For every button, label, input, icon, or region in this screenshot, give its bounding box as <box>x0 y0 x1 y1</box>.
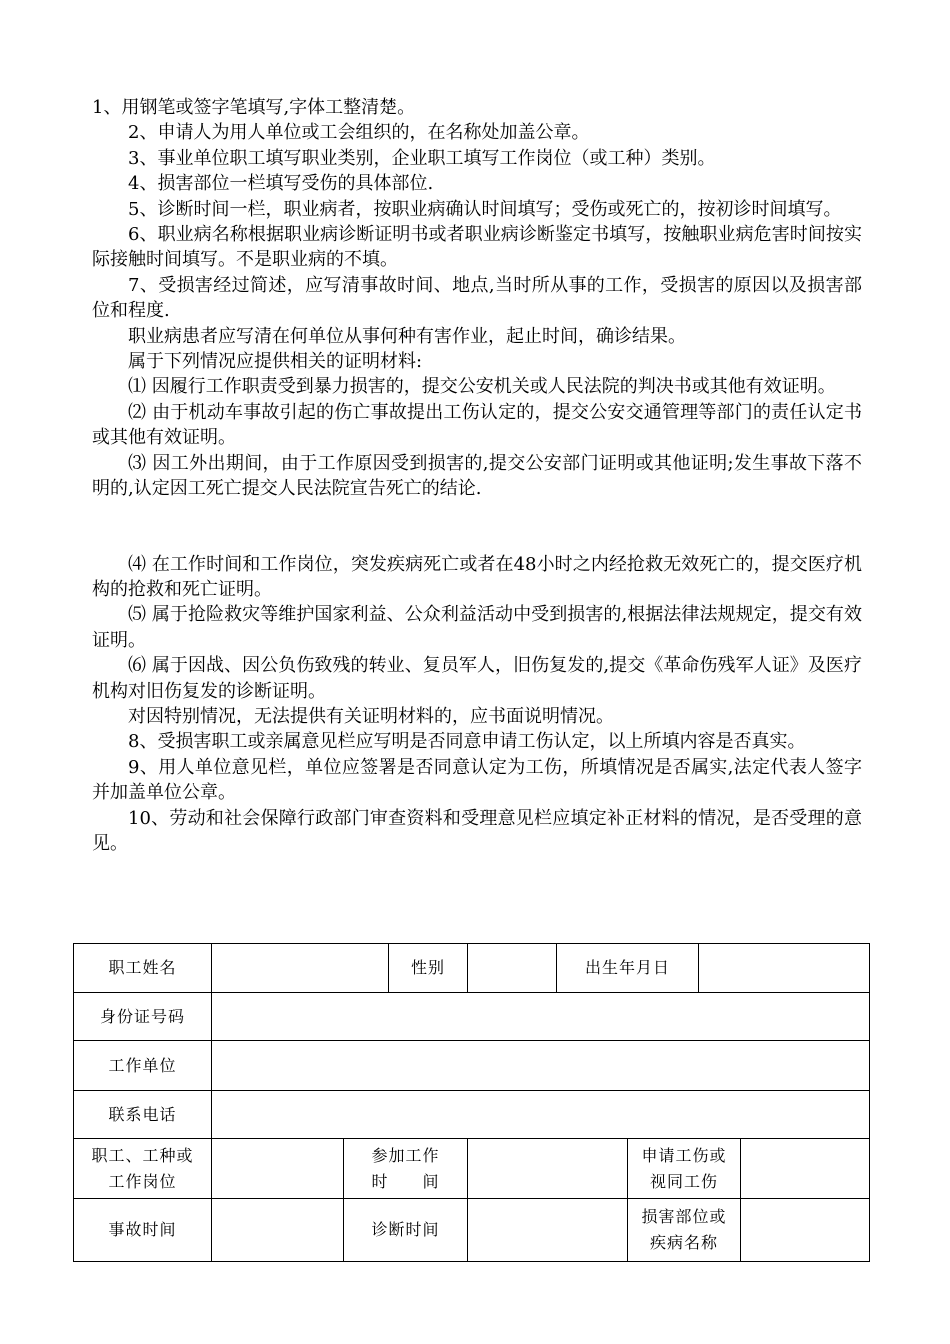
apply-injury-label-line: 申请工伤或 <box>641 1145 727 1165</box>
birth-date-field[interactable] <box>699 944 870 993</box>
instruction-item: 7、受损害经过简述，应写清事故时间、地点,当时所从事的工作，受损害的原因以及损害部位和程度. <box>92 274 862 322</box>
join-work-time-label-line: 参加工作 <box>371 1145 440 1165</box>
instruction-item: 6、职业病名称根据职业病诊断证明书或者职业病诊断鉴定书填写，按触职业病危害时间按实际接触时间填写。不是职业病的不填。 <box>92 224 862 271</box>
accident-time-label: 事故时间 <box>74 1199 212 1262</box>
job-position-label-line: 工作岗位 <box>108 1171 177 1191</box>
phone-label: 联系电话 <box>74 1091 212 1139</box>
injury-part-label-line: 疾病名称 <box>650 1233 719 1252</box>
join-work-time-field[interactable] <box>468 1139 628 1199</box>
instruction-item: 1、用钢笔或签字笔填写,字体工整清楚。 <box>92 97 416 118</box>
employee-name-label: 职工姓名 <box>74 944 212 993</box>
employer-label: 工作单位 <box>74 1041 212 1091</box>
employee-name-field[interactable] <box>212 944 389 993</box>
injury-part-label-line: 损害部位或 <box>641 1207 727 1226</box>
instruction-item: ⑴ 因履行工作职责受到暴力损害的，提交公安机关或人民法院的判决书或其他有效证明。 <box>128 376 836 398</box>
gender-label: 性别 <box>389 944 468 993</box>
instruction-item: 对因特别情况，无法提供有关证明材料的，应书面说明情况。 <box>128 705 614 727</box>
id-number-field[interactable] <box>212 993 870 1041</box>
job-position-label <box>74 1139 212 1199</box>
employer-field[interactable] <box>212 1041 870 1091</box>
employee-info-table <box>73 943 870 1262</box>
id-number-label: 身份证号码 <box>74 993 212 1041</box>
accident-time-field[interactable] <box>212 1199 344 1262</box>
instruction-item: ⑶ 因工外出期间，由于工作原因受到损害的,提交公安部门证明或其他证明;发生事故下落不明的,认定因工死亡提交人民法院宣告死亡的结论. <box>92 452 862 500</box>
instruction-item: ⑵ 由于机动车事故引起的伤亡事故提出工伤认定的，提交公安交通管理等部门的责任认定书或其他有效证明。 <box>92 401 862 449</box>
instruction-item: 8、受损害职工或亲属意见栏应写明是否同意申请工伤认定，以上所填内容是否真实。 <box>128 731 806 753</box>
job-position-label-line: 职工、工种或 <box>91 1145 194 1165</box>
apply-injury-label <box>628 1139 741 1199</box>
instruction-item: 2、申请人为用人单位或工会组织的，在名称处加盖公章。 <box>128 122 590 144</box>
instruction-item: ⑸ 属于抢险救灾等维护国家利益、公众利益活动中受到损害的,根据法律法规规定，提交有效证明。 <box>92 604 862 651</box>
diagnosis-time-label: 诊断时间 <box>344 1199 468 1262</box>
injury-part-field[interactable] <box>741 1199 870 1262</box>
join-work-time-label-line: 时 间 <box>371 1171 440 1191</box>
instruction-item: 4、损害部位一栏填写受伤的具体部位. <box>128 173 434 195</box>
gender-field[interactable] <box>468 944 557 993</box>
join-work-time-label <box>344 1139 468 1199</box>
instruction-item: 属于下列情况应提供相关的证明材料: <box>128 351 423 373</box>
diagnosis-time-field[interactable] <box>468 1199 628 1262</box>
instruction-item: 9、用人单位意见栏，单位应签署是否同意认定为工伤，所填情况是否属实,法定代表人签字并加盖单位公章。 <box>92 756 862 804</box>
injury-part-label <box>628 1199 741 1262</box>
apply-injury-field[interactable] <box>741 1139 870 1199</box>
instructions-section <box>92 95 862 856</box>
instruction-item: ⑷ 在工作时间和工作岗位，突发疾病死亡或者在48小时之内经抢救无效死亡的，提交医疗机构的抢救和死亡证明。 <box>92 553 862 600</box>
instruction-item: 10、劳动和社会保障行政部门审查资料和受理意见栏应填定补正材料的情况，是否受理的意见。 <box>92 807 862 854</box>
birth-date-label: 出生年月日 <box>557 944 699 993</box>
apply-injury-label-line: 视同工伤 <box>650 1171 719 1191</box>
phone-field[interactable] <box>212 1091 870 1139</box>
instruction-item: ⑹ 属于因战、因公负伤致残的转业、复员军人，旧伤复发的,提交《革命伤残军人证》及医疗机构对旧伤复发的诊断证明。 <box>92 655 862 702</box>
job-position-field[interactable] <box>212 1139 344 1199</box>
instruction-item: 3、事业单位职工填写职业类别，企业职工填写工作岗位（或工种）类别。 <box>128 147 716 169</box>
instruction-item: 5、诊断时间一栏，职业病者，按职业病确认时间填写；受伤或死亡的，按初诊时间填写。 <box>128 198 842 220</box>
instruction-item: 职业病患者应写清在何单位从事何种有害作业，起止时间，确诊结果。 <box>128 325 686 347</box>
